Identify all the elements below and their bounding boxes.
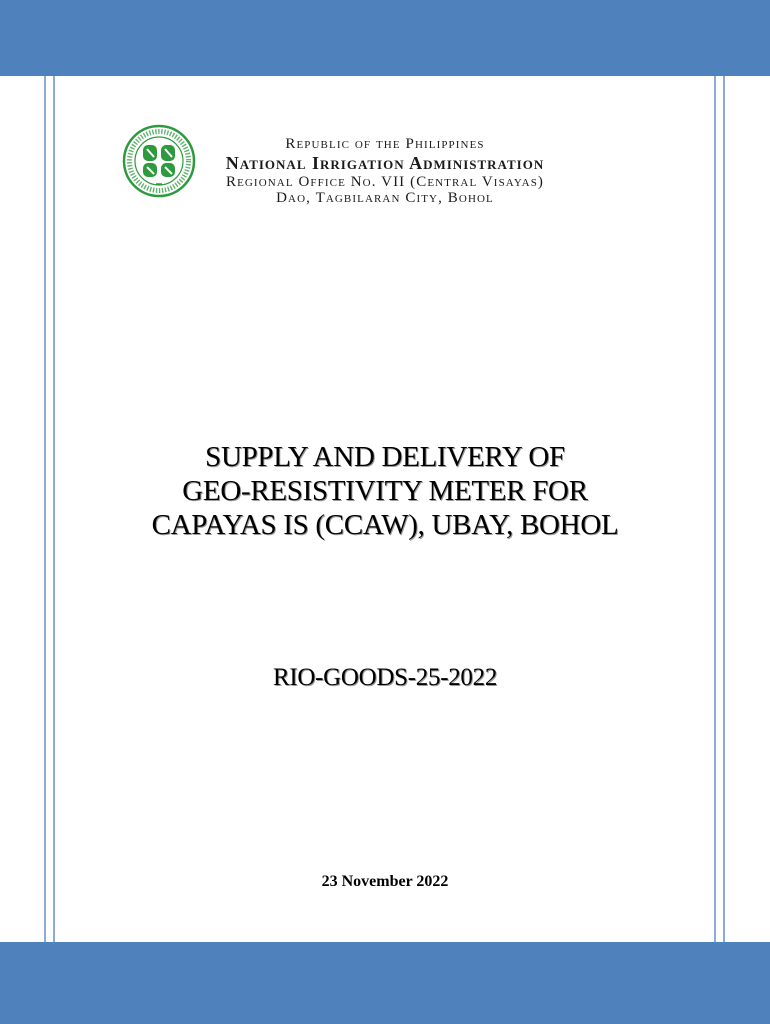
document-title-line: SUPPLY AND DELIVERY OF bbox=[205, 441, 565, 473]
letterhead-agency-name: National Irrigation Administration bbox=[225, 153, 545, 173]
left-border-rule-inner bbox=[53, 76, 55, 1024]
document-title bbox=[80, 440, 690, 542]
letterhead-regional-office: Regional Office No. VII (Central Visayas) bbox=[225, 174, 545, 190]
reference-number: RIO-GOODS-25-2022 bbox=[272, 664, 498, 691]
left-border-rule-outer bbox=[44, 76, 46, 1024]
document-title-line: CAPAYAS IS (CCAW), UBAY, BOHOL bbox=[151, 509, 619, 541]
letterhead-republic: Republic of the Philippines bbox=[285, 136, 485, 152]
document-title-line: GEO-RESISTIVITY METER FOR bbox=[182, 475, 588, 507]
right-border-rule-inner bbox=[714, 76, 716, 1024]
right-border-rule-outer bbox=[723, 76, 725, 1024]
document-date: 23 November 2022 bbox=[321, 873, 449, 890]
footer-band bbox=[0, 942, 770, 1024]
letterhead-address: Dao, Tagbilaran City, Bohol bbox=[276, 190, 494, 206]
header-band bbox=[0, 0, 770, 76]
